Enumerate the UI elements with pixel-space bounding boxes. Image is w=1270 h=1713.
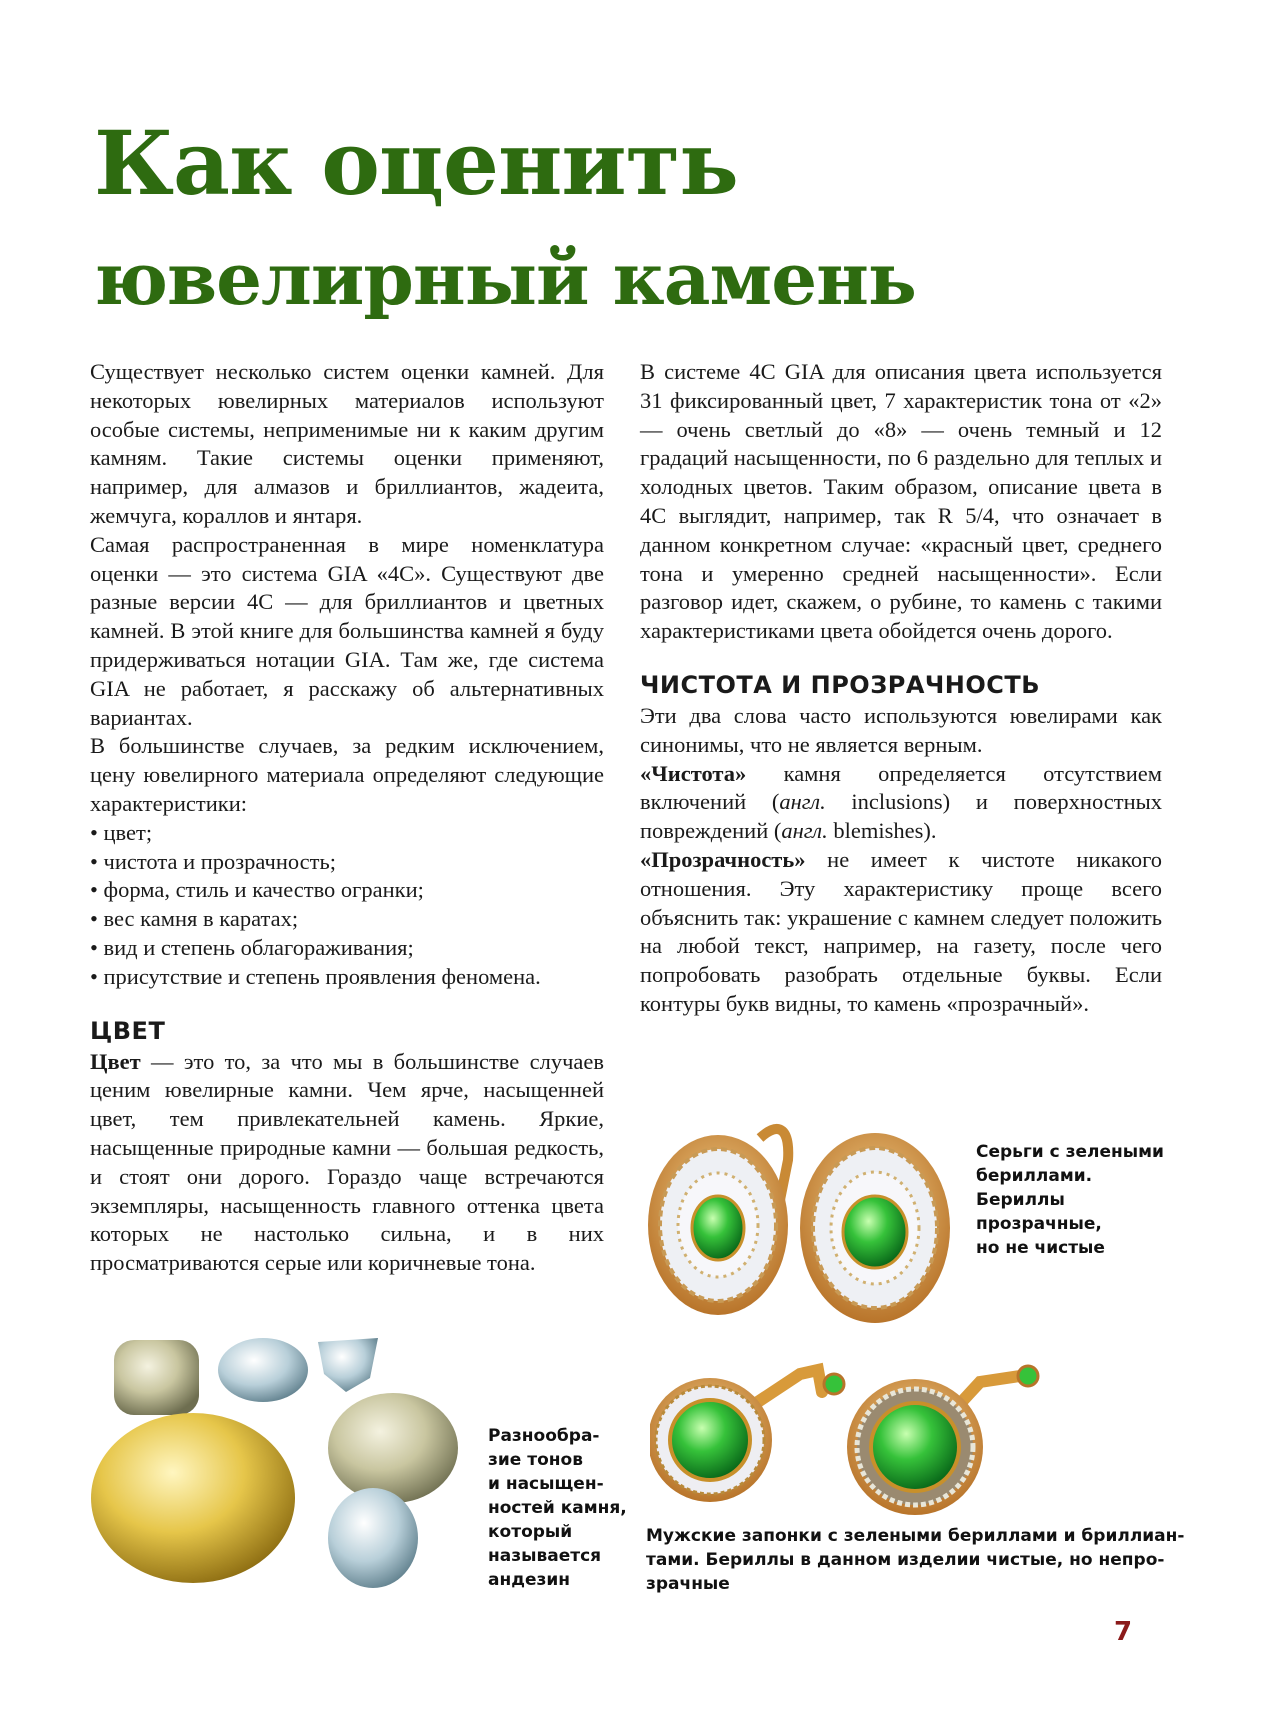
caption-line: андезин (488, 1570, 571, 1590)
page-title (94, 108, 916, 335)
caption-line: но не чистые (976, 1238, 1105, 1258)
clarity-text: blemishes). (827, 818, 937, 844)
list-item: • вес камня в каратах; (90, 905, 604, 934)
caption-line: называется (488, 1546, 602, 1566)
caption-line: Мужские запонки с зелеными бериллами и бриллиан- (646, 1526, 1185, 1546)
list-item: • форма, стиль и качество огранки; (90, 876, 604, 905)
clarity-text: камня определяется отсутствием включений ( (640, 760, 1162, 815)
caption-line: бериллами. (976, 1166, 1093, 1186)
caption-line: и насыщен- (488, 1474, 604, 1494)
earrings-photo (640, 1120, 960, 1335)
list-item: • присутствие и степень проявления феномена. (90, 963, 604, 992)
title-line-1: Как оценить (94, 111, 738, 215)
heading-clarity: ЧИСТОТА И ПРОЗРАЧНОСТЬ (640, 670, 1041, 699)
caption-line: Разнообра- (488, 1426, 600, 1446)
list-item: • чистота и прозрачность; (90, 848, 604, 877)
andesine-caption (488, 1424, 627, 1592)
characteristics-list (90, 819, 604, 992)
synonyms-paragraph: Эти два слова часто используются ювелирами как синонимы, что не является верным. (640, 702, 1162, 757)
gia-paragraph: Самая распространенная в мире номенклатура оценки — это система GIA «4С». Существуют две разные версии 4С — для бриллиантов и цветных камней. В этой книге для большинства камней я буду придерживаться нотации GIA. Там же, где система GIA не работает, я расскажу об альтернативных вариантах. (90, 531, 604, 730)
heading-color: ЦВЕТ (90, 1016, 166, 1045)
title-line-2: ювелирный камень (94, 237, 916, 322)
clarity-term: «Чистота» (640, 760, 747, 786)
left-column (90, 358, 604, 1278)
andesine-stones-photo (88, 1330, 478, 1600)
engl-abbr: англ. (781, 818, 828, 844)
transparency-text: не имеет к чистоте никакого отношения. Эту характеристику проще всего объяснить так: украшение с камнем следует положить на любой текст, например, на газету, после чего попробовать разобрать отдельные буквы. Если контуры букв видны, то камень «прозрачный». (640, 846, 1162, 1016)
caption-line: который (488, 1522, 573, 1542)
caption-line: зие тонов (488, 1450, 583, 1470)
engl-abbr: англ. (779, 789, 826, 815)
caption-line: Серьги с зелеными (976, 1142, 1164, 1162)
clarity-paragraph (640, 760, 1162, 846)
color-paragraph (90, 1048, 604, 1278)
cufflinks-photo (650, 1362, 1050, 1522)
list-item: • вид и степень облагораживания; (90, 934, 604, 963)
caption-line: ностей камня, (488, 1498, 627, 1518)
clarity-text: inclusions) и поверхностных повреждений ( (640, 789, 1162, 844)
right-column (640, 358, 1162, 1019)
caption-line: тами. Бериллы в данном изделии чистые, но непро- (646, 1550, 1165, 1570)
intro-paragraph: Существует несколько систем оценки камней. Для некоторых ювелирных материалов используют особые системы, неприменимые ни к каким другим камням. Такие системы оценки применяют, например, для алмазов и бриллиантов, жадеита, жемчуга, кораллов и янтаря. (90, 359, 604, 528)
list-item: • цвет; (90, 819, 604, 848)
characteristics-paragraph: В большинстве случаев, за редким исключением, цену ювелирного материала определяют следующие характеристики: (90, 733, 604, 816)
color-text: — это то, за что мы в большинстве случаев ценим ювелирные камни. Чем ярче, насыщенней цвет, тем привлекательней камень. Яркие, насыщенные природные камни — большая редкость, и стоят они дорого. Гораздо чаще встречаются экземпляры, насыщенность главного оттенка цвета которых не настолько сильна, и в них просматриваются серые или коричневые тона. (90, 1048, 604, 1276)
gia-color-paragraph: В системе 4С GIA для описания цвета используется 31 фиксированный цвет, 7 характеристик тона от «2» — очень светлый до «8» — очень темный и 12 градаций насыщенности, по 6 раздельно для теплых и холодных цветов. Таким образом, описание цвета в 4С выглядит, например, так R 5/4, что означает в данном конкретном случае: «красный цвет, среднего тона и умеренно средней насыщенности». Если разговор идет, скажем, о рубине, то камень с такими характеристиками цвета обойдется очень дорого. (640, 359, 1162, 644)
color-term: Цвет (90, 1048, 141, 1074)
earrings-caption (976, 1140, 1164, 1260)
page-number: 7 (1114, 1617, 1133, 1647)
cufflinks-caption (646, 1524, 1184, 1596)
transparency-term: «Прозрачность» (640, 846, 806, 872)
caption-line: прозрачные, (976, 1214, 1102, 1234)
caption-line: зрачные (646, 1574, 730, 1594)
transparency-paragraph (640, 846, 1162, 1019)
caption-line: Бериллы (976, 1190, 1065, 1210)
